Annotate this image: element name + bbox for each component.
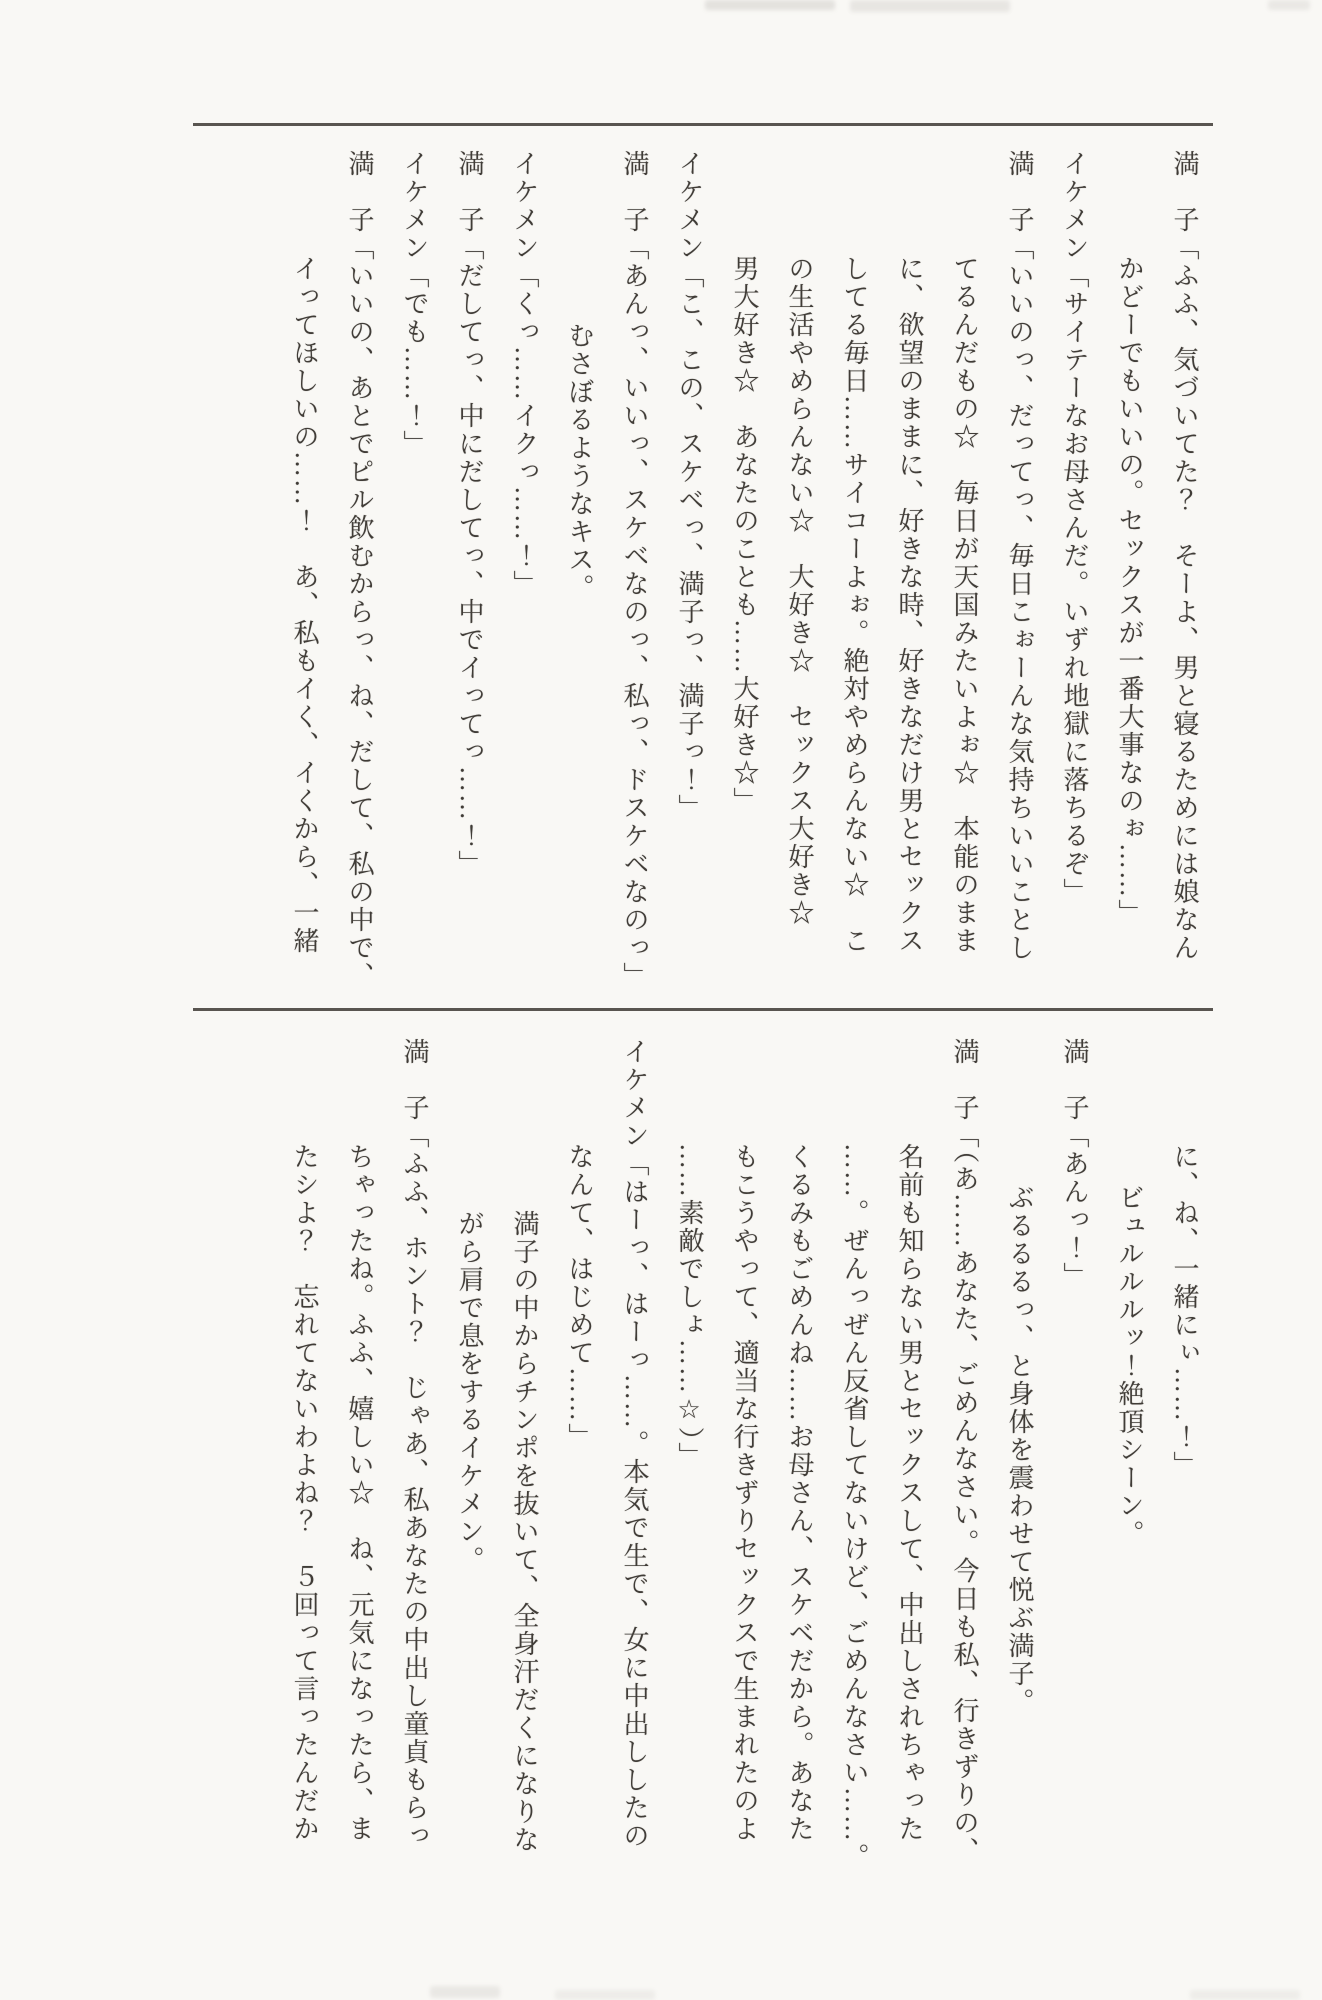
section-divider-rule-bottom [193, 1008, 1213, 1011]
script-section-top [277, 150, 1212, 1006]
script-column: イケメン「でも……！」 [400, 150, 429, 458]
script-column: もこうやって、適当な行きずりセックスで生まれたのよ [730, 1143, 759, 1843]
script-column: なんて、はじめて……」 [565, 1143, 594, 1451]
scan-artifact [555, 1990, 655, 2000]
script-column: 男大好き☆ あなたのことも……大好き☆」 [730, 255, 759, 815]
script-column: の生活やめらんない☆ 大好き☆ セックス大好き☆ [785, 255, 814, 927]
script-column: 満 子「いいのっ、だってっ、毎日こぉーんな気持ちいいことし [1005, 150, 1034, 962]
script-column: 満 子「あんっ、いいっ、スケベなのっ、私っ、ドスケベなのっ」 [620, 150, 649, 990]
script-column-narration: ぶるるるっ、と身体を震わせて悦ぶ満子。 [1005, 1184, 1034, 1716]
script-column: くるみもごめんね……お母さん、スケベだから。あなた [785, 1143, 814, 1843]
script-column: ……素敵でしょ……☆）」 [675, 1143, 704, 1470]
script-column-narration: 満子の中からチンポを抜いて、全身汗だくになりな [510, 1210, 539, 1854]
script-column: たシよ？ 忘れてないわよね？ ５回って言ったんだか [290, 1143, 319, 1843]
scan-artifact [1190, 1990, 1300, 2000]
script-column-narration: がら肩で息をするイケメン。 [455, 1210, 484, 1574]
script-column-narration: ビュルルルッ！絶頂シーン。 [1115, 1184, 1144, 1548]
scan-artifact [705, 0, 835, 10]
script-column: 満 子「だしてっ、中にだしてっ、中でイってっ……！」 [455, 150, 484, 878]
script-column: に、ね、一緒にぃ……！」 [1170, 1143, 1199, 1479]
script-column: してる毎日……サイコーよぉ。絶対やめらんない☆ こ [840, 255, 869, 955]
script-column: 満 子「（あ……あなた、ごめんなさい。今日も私、行きずりの、 [950, 1038, 979, 1865]
script-column: ……。ぜんっぜん反省してないけど、ごめんなさい……。 [840, 1143, 869, 1871]
script-column: イケメン「こ、この、スケベっ、満子っ、満子っ！」 [675, 150, 704, 822]
scan-artifact [1268, 0, 1310, 10]
script-column: てるんだもの☆ 毎日が天国みたいよぉ☆ 本能のまま [950, 255, 979, 955]
script-column: イケメン「くっ……イクっ……！」 [510, 150, 539, 598]
script-column: 満 子「ふふ、気づいてた？ そーよ、男と寝るためには娘なん [1170, 150, 1199, 962]
scan-artifact [430, 1986, 500, 1998]
script-column: イケメン「サイテーなお母さんだ。いずれ地獄に落ちるぞ」 [1060, 150, 1089, 906]
script-section-bottom [277, 1038, 1212, 1986]
script-column: イケメン「はーっ、はーっ……。本気で生で、女に中出ししたの [620, 1038, 649, 1850]
script-column: かどーでもいいの。セックスが一番大事なのぉ……」 [1115, 255, 1144, 927]
script-column: イってほしいの……！ あ、私もイく、イくから、一緒 [290, 255, 319, 955]
scan-artifact [850, 0, 1010, 12]
script-column: 満 子「いいの、あとでピル飲むからっ、ね、だして、私の中で、 [345, 150, 374, 990]
script-column: 名前も知らない男とセックスして、中出しされちゃった [895, 1143, 924, 1843]
script-column: に、欲望のままに、好きな時、好きなだけ男とセックス [895, 255, 924, 955]
section-divider-rule-top [193, 123, 1213, 126]
script-column: ちゃったね。ふふ、嬉しい☆ ね、元気になったら、ま [345, 1143, 374, 1843]
script-column-narration: むさぼるようなキス。 [565, 322, 594, 602]
script-column: 満 子「あんっ！」 [1060, 1038, 1089, 1290]
script-column: 満 子「ふふ、ホント？ じゃあ、私あなたの中出し童貞もらっ [400, 1038, 429, 1850]
